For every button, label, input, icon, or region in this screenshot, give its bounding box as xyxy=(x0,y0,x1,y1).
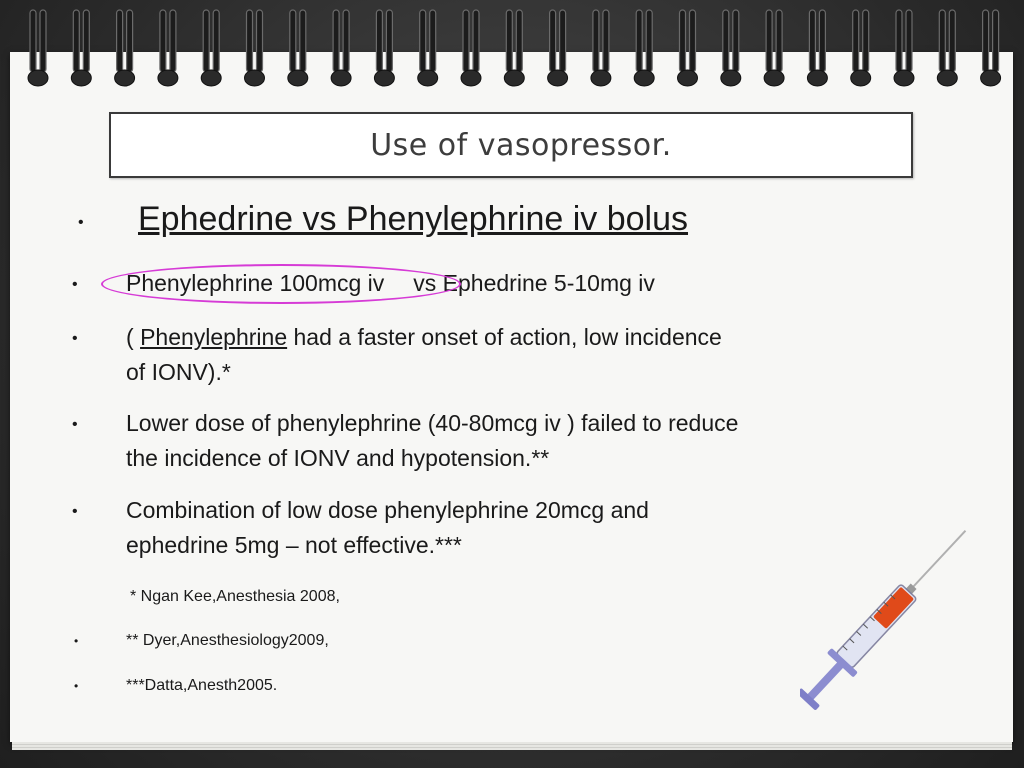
point-combination xyxy=(126,493,649,563)
phenylephrine-dose: Phenylephrine 100mcg iv xyxy=(126,270,385,296)
notebook-ring-icon xyxy=(634,10,654,86)
notebook-ring-icon xyxy=(115,10,135,86)
paren-open: ( xyxy=(126,324,141,350)
title-box xyxy=(109,112,913,178)
notebook-ring-icon xyxy=(201,10,221,86)
point-onset-line1: had a faster onset of action, low incidence xyxy=(287,324,722,350)
notebook-ring-icon xyxy=(851,10,871,86)
bullet-marker: • xyxy=(72,276,78,293)
notebook-ring-icon xyxy=(591,10,611,86)
point-onset-line2: of IONV).* xyxy=(126,359,231,385)
notebook-ring-icon xyxy=(331,10,351,86)
heading-text: Ephedrine vs Phenylephrine iv bolus xyxy=(138,200,689,238)
bullet-marker: • xyxy=(72,416,78,433)
point-lower-dose-line2: the incidence of IONV and hypotension.** xyxy=(126,445,550,471)
ephedrine-dose: vs Ephedrine 5-10mg iv xyxy=(413,270,655,296)
notebook-ring-icon xyxy=(71,10,91,86)
notebook-ring-icon xyxy=(894,10,914,86)
reference-1: * Ngan Kee,Anesthesia 2008, xyxy=(130,588,340,605)
notebook-ring-icon xyxy=(158,10,178,86)
notebook-ring-icon xyxy=(721,10,741,86)
point-lower-dose-line1: Lower dose of phenylephrine (40-80mcg iv ) failed to reduce xyxy=(126,410,739,436)
phenylephrine-emphasis: Phenylephrine xyxy=(140,324,288,350)
slide-title: Use of vasopressor. xyxy=(370,127,672,163)
notebook-ring-icon xyxy=(288,10,308,86)
reference-2: ** Dyer,Anesthesiology2009, xyxy=(126,632,329,649)
notebook-ring-icon xyxy=(28,10,48,86)
point-combination-line2: ephedrine 5mg – not effective.*** xyxy=(126,532,462,558)
syringe-icon xyxy=(800,525,970,710)
notebook-ring-icon xyxy=(937,10,957,86)
notebook-ring-icon xyxy=(981,10,1001,86)
notebook-ring-icon xyxy=(418,10,438,86)
heading xyxy=(138,200,688,239)
reference-3: ***Datta,Anesth2005. xyxy=(126,677,278,694)
notebook-rings xyxy=(0,0,1024,95)
notebook-ring-icon xyxy=(504,10,524,86)
notebook-ring-icon xyxy=(374,10,394,86)
notebook-ring-icon xyxy=(807,10,827,86)
bullet-marker: • xyxy=(72,330,78,347)
highlight-circle xyxy=(101,264,461,304)
point-onset xyxy=(126,320,722,390)
notebook-ring-icon xyxy=(548,10,568,86)
bullet-marker: • xyxy=(74,634,79,648)
bullet-marker: • xyxy=(74,679,79,693)
paper-stack-edge xyxy=(12,742,1012,750)
point-lower-dose xyxy=(126,406,738,476)
point-combination-line1: Combination of low dose phenylephrine 20mcg and xyxy=(126,497,649,523)
notebook-ring-icon xyxy=(461,10,481,86)
notebook-ring-icon xyxy=(764,10,784,86)
notebook-ring-icon xyxy=(678,10,698,86)
bullet-marker: • xyxy=(78,214,84,231)
bullet-marker: • xyxy=(72,503,78,520)
notebook-ring-icon xyxy=(245,10,265,86)
